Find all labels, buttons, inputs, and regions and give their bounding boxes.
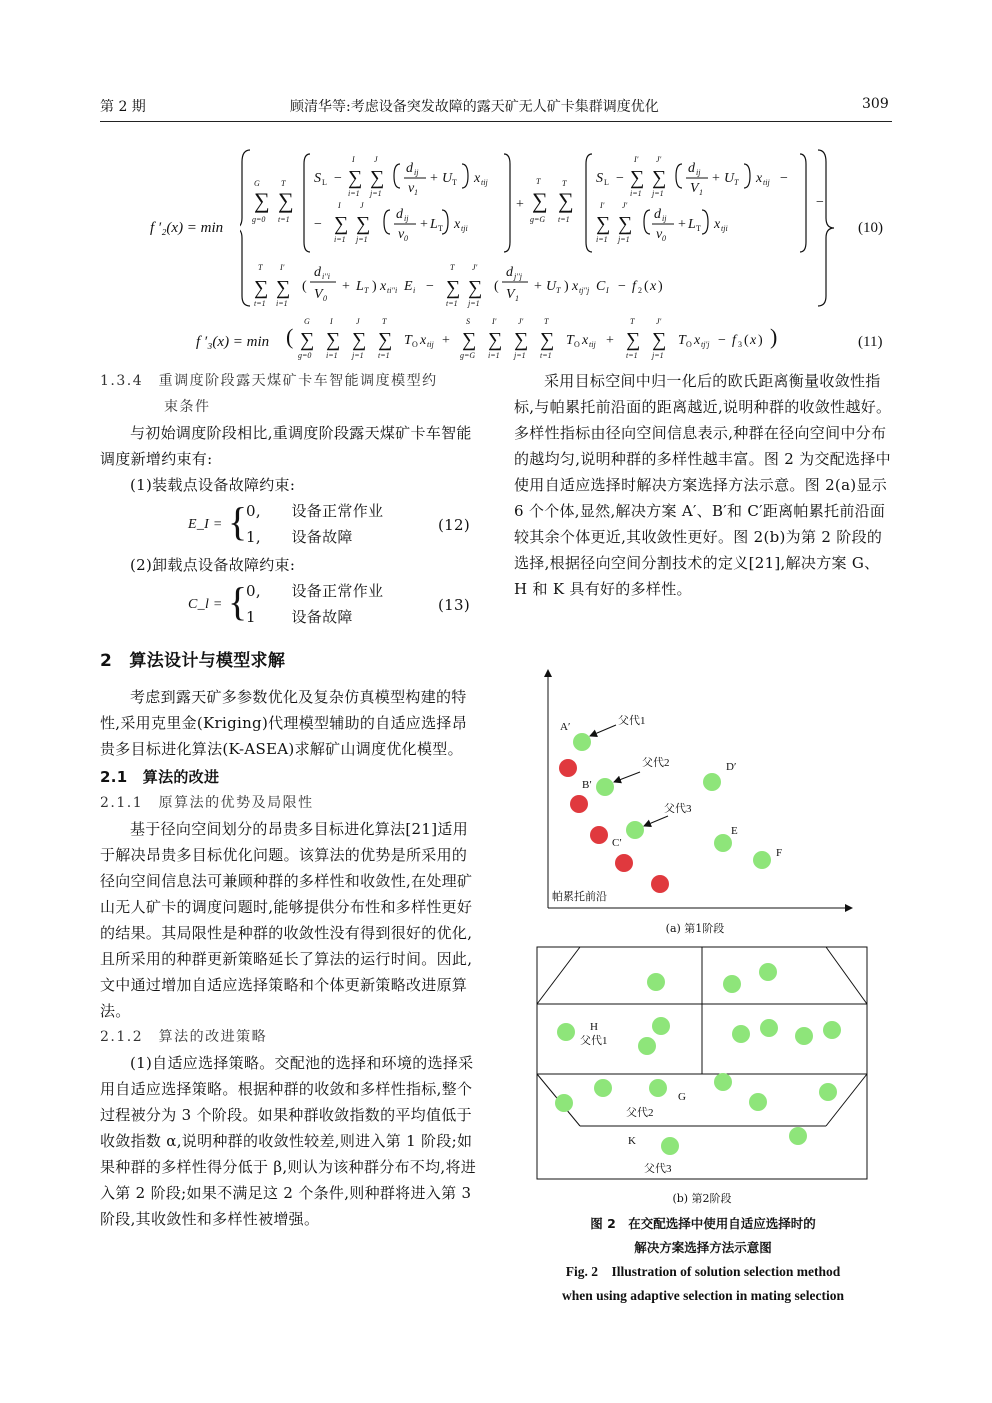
- svg-text:T: T: [536, 177, 541, 186]
- left-column: [100, 368, 480, 1232]
- svg-text:−: −: [780, 171, 788, 186]
- label-D: D′: [726, 761, 737, 773]
- svg-text:∑: ∑: [626, 329, 641, 351]
- svg-text:x: x: [572, 279, 579, 294]
- svg-text:j=1: j=1: [618, 235, 630, 244]
- svg-text:−: −: [718, 333, 726, 348]
- svg-text:i: i: [413, 286, 416, 295]
- svg-text:3: 3: [738, 340, 742, 349]
- eq12-lhs: E_I =: [188, 517, 223, 532]
- header-page: 309: [862, 96, 889, 112]
- svg-text:0: 0: [662, 234, 666, 243]
- svg-text:L: L: [322, 178, 327, 187]
- svg-text:∑: ∑: [462, 329, 477, 351]
- svg-text:L: L: [604, 178, 609, 187]
- svg-text:x: x: [750, 333, 757, 348]
- svg-text:+: +: [534, 279, 542, 294]
- svg-text:T: T: [678, 333, 686, 348]
- equation-13: [100, 578, 480, 632]
- svg-text:∑: ∑: [652, 167, 667, 189]
- svg-text:i=1: i=1: [488, 351, 500, 360]
- eq10-formula: [240, 146, 840, 310]
- svg-text:T: T: [562, 179, 567, 188]
- svg-text:x: x: [420, 333, 427, 348]
- label-b-parent-1: 父代1: [580, 1035, 608, 1047]
- heading-line-1: 1.3.4 重调度阶段露天煤矿卡车智能调度模型约: [100, 373, 438, 389]
- svg-text:v: v: [408, 181, 415, 196]
- label-G: G: [678, 1091, 686, 1103]
- svg-text:S: S: [314, 171, 321, 186]
- svg-text:T: T: [281, 179, 286, 188]
- svg-text:O: O: [412, 340, 418, 349]
- svg-text:(: (: [644, 279, 649, 294]
- svg-text:x: x: [650, 279, 657, 294]
- svg-text:t=1: t=1: [558, 215, 570, 224]
- svg-text:tji: tji: [461, 224, 468, 233]
- svg-text:∑: ∑: [596, 213, 611, 235]
- svg-text:ij: ij: [696, 168, 701, 177]
- label-A: A′: [560, 721, 571, 733]
- svg-text:+: +: [430, 171, 438, 186]
- svg-text:ij: ij: [404, 214, 409, 223]
- svg-text:∑: ∑: [532, 188, 548, 213]
- right-column: [514, 368, 892, 602]
- svg-text:x: x: [756, 171, 763, 186]
- svg-text:J: J: [360, 201, 364, 210]
- svg-text:(: (: [286, 324, 294, 349]
- svg-text:tij: tij: [763, 178, 770, 187]
- svg-text:E: E: [404, 279, 413, 294]
- point-red-5: [651, 875, 669, 893]
- eq11-number: (11): [858, 334, 883, 350]
- svg-text:d: d: [406, 161, 413, 176]
- svg-text:g=G: g=G: [460, 351, 476, 360]
- svg-text:x: x: [474, 171, 481, 186]
- svg-text:∑: ∑: [254, 277, 269, 299]
- svg-text:∑: ∑: [630, 167, 645, 189]
- svg-text:+: +: [442, 333, 450, 348]
- svg-text:∑: ∑: [334, 213, 349, 235]
- svg-text:x: x: [582, 333, 589, 348]
- svg-text:I: I: [352, 155, 355, 164]
- svg-text:T: T: [438, 224, 443, 233]
- svg-text:I′: I′: [600, 201, 605, 210]
- label-parent-2: 父代2: [642, 757, 670, 769]
- svg-text:x: x: [714, 217, 721, 232]
- svg-text:U: U: [442, 171, 453, 186]
- equation-12: [100, 498, 480, 550]
- svg-text:tij: tij: [589, 340, 596, 349]
- svg-text:g=0: g=0: [298, 351, 312, 360]
- svg-text:∑: ∑: [352, 329, 367, 351]
- header-rule: [100, 121, 892, 122]
- svg-text:J′: J′: [472, 263, 478, 272]
- figure-2a-caption: (a) 第1阶段: [665, 922, 725, 935]
- svg-text:−: −: [616, 171, 624, 186]
- svg-text:0: 0: [404, 234, 408, 243]
- svg-text:∑: ∑: [652, 329, 667, 351]
- svg-text:x: x: [454, 217, 461, 232]
- section-2-1-1-heading: 2.1.1 原算法的优势及局限性: [100, 795, 314, 811]
- figure-2a: [530, 664, 860, 914]
- svg-text:O: O: [686, 340, 692, 349]
- eq12-number: (12): [438, 516, 470, 534]
- svg-text:∑: ∑: [326, 329, 341, 351]
- svg-text:S: S: [466, 317, 470, 326]
- svg-text:+: +: [420, 217, 428, 232]
- svg-text:): ): [372, 279, 377, 294]
- svg-text:L: L: [356, 279, 364, 294]
- svg-text:): ): [758, 333, 763, 348]
- section-2-1-heading: 2.1 算法的改进: [100, 768, 220, 786]
- section-2-paragraph-3: (1)自适应选择策略。交配池的选择和环境的选择采用自适应选择策略。根据种群的收敛和多样性指标,整个过程被分为 3 个阶段。如果种群收敛指数的平均值低于收敛指数 α,说明种群的收敛性较差,则进入第 1 阶段;如果种群的多样性得分低于 β,则认为该种群分布不均,将进入第 2 阶段;如果不满足这 2 个条件,则种群将进入第 3 阶段,其收敛性和多样性被增强。: [100, 1054, 477, 1228]
- svg-text:(: (: [744, 333, 749, 348]
- eq12-case-1: 0, 设备正常作业: [246, 502, 384, 520]
- figure-2-caption: [514, 1212, 892, 1308]
- section-2-paragraph-2: 基于径向空间划分的昂贵多目标进化算法[21]适用于解决昂贵多目标优化问题。该算法的优势是所采用的径向空间信息法可兼顾种群的多样性和收敛性,在处理矿山无人矿卡的调度问题时,能够提供分布性和多样性更好的结果。其局限性是种群的收敛性没有得到很好的优化,且所采用的种群更新策略延长了算法的运行时间。因此,文中通过增加自适应选择策略和个体更新策略改进原算法。: [100, 820, 473, 1020]
- label-E: E: [731, 825, 738, 837]
- svg-text:J′: J′: [656, 155, 662, 164]
- svg-text:g=G: g=G: [530, 215, 546, 224]
- eq10-number: (10): [858, 220, 883, 236]
- svg-text:i=1: i=1: [348, 189, 360, 198]
- svg-text:T: T: [452, 178, 457, 187]
- point-B: [596, 778, 614, 796]
- svg-text:S: S: [596, 171, 603, 186]
- svg-text:∑: ∑: [378, 329, 393, 351]
- label-parent-1: 父代1: [618, 715, 646, 727]
- svg-text:−: −: [816, 195, 824, 210]
- svg-text:−: −: [426, 279, 434, 294]
- heading-line-2: 束条件: [164, 399, 211, 415]
- svg-text:j′′j: j′′j: [514, 272, 522, 281]
- svg-text:ij: ij: [662, 214, 667, 223]
- svg-text:t=1: t=1: [446, 299, 458, 308]
- svg-text:J: J: [374, 155, 378, 164]
- section-2-1-2-heading: 2.1.2 算法的改进策略: [100, 1029, 268, 1045]
- svg-text:tj′′j: tj′′j: [579, 286, 590, 295]
- svg-text:j=1: j=1: [652, 189, 664, 198]
- header-issue: 第 2 期: [100, 99, 146, 115]
- svg-text:j=1: j=1: [652, 351, 664, 360]
- svg-text:d: d: [506, 265, 513, 280]
- svg-text:∑: ∑: [540, 329, 555, 351]
- svg-text:1: 1: [515, 294, 519, 303]
- svg-text:∑: ∑: [356, 213, 371, 235]
- svg-text:j=1: j=1: [356, 235, 368, 244]
- svg-text:L: L: [430, 217, 438, 232]
- svg-text:2: 2: [638, 286, 642, 295]
- svg-text:∑: ∑: [558, 188, 574, 213]
- section-2-heading: 2 算法设计与模型求解: [100, 651, 286, 671]
- svg-text:O: O: [574, 340, 580, 349]
- svg-text:i=1: i=1: [334, 235, 346, 244]
- svg-text:x: x: [380, 279, 387, 294]
- label-pareto-front: 帕累托前沿: [552, 891, 607, 903]
- caption-en-line-2: when using adaptive selection in mating selection: [561, 1288, 844, 1303]
- svg-text:i′′i: i′′i: [322, 272, 330, 281]
- eq13-case-2: 1 设备故障: [246, 608, 353, 626]
- svg-text:j=1: j=1: [352, 351, 364, 360]
- svg-text:j=1: j=1: [468, 299, 480, 308]
- svg-text:d: d: [688, 161, 695, 176]
- svg-text:∑: ∑: [278, 188, 294, 213]
- svg-text:L: L: [688, 217, 696, 232]
- svg-text:v: v: [398, 227, 405, 242]
- figure-2b-caption: (b) 第2阶段: [672, 1192, 732, 1205]
- svg-text:+: +: [342, 279, 350, 294]
- section-2-paragraph-1: 考虑到露天矿多参数优化及复杂仿真模型构建的特性,采用克里金(Kriging)代理模型辅助的自适应选择昂贵多目标进化算法(K-ASEA)求解矿山调度优化模型。: [100, 688, 468, 758]
- svg-text:V: V: [506, 287, 515, 302]
- caption-cn-line-1: 图 2 在交配选择中使用自适应选择时的: [590, 1216, 816, 1231]
- label-C: C′: [612, 837, 622, 849]
- svg-text:t=1: t=1: [254, 299, 266, 308]
- point-red-2: [570, 795, 588, 813]
- svg-text:∑: ∑: [514, 329, 529, 351]
- svg-text:+: +: [712, 171, 720, 186]
- eq13-brace: {: [228, 579, 248, 624]
- svg-text:T: T: [258, 263, 263, 272]
- svg-text:+: +: [678, 217, 686, 232]
- svg-text:C: C: [596, 279, 606, 294]
- svg-text:tij: tij: [481, 178, 488, 187]
- header-title: 顾清华等:考虑设备突发故障的露天矿无人矿卡集群调度优化: [290, 99, 659, 115]
- label-K: K: [628, 1135, 636, 1147]
- svg-text:−: −: [618, 279, 626, 294]
- svg-text:T: T: [696, 224, 701, 233]
- svg-text:∑: ∑: [446, 277, 461, 299]
- svg-text:I: I: [338, 201, 341, 210]
- point-red-4: [615, 854, 633, 872]
- svg-text:d: d: [654, 207, 661, 222]
- svg-text:i=1: i=1: [326, 351, 338, 360]
- label-H: H: [590, 1021, 598, 1033]
- svg-text:J: J: [356, 317, 360, 326]
- svg-text:∑: ∑: [300, 329, 315, 351]
- eq11-formula: [286, 314, 786, 366]
- point-red-1: [559, 759, 577, 777]
- svg-text:i=1: i=1: [630, 189, 642, 198]
- eq13-number: (13): [438, 596, 470, 614]
- right-column-paragraph: 采用目标空间中归一化后的欧氏距离衡量收敛性指标,与帕累托前沿面的距离越近,说明种群的收敛性越好。多样性指标由径向空间信息表示,种群在径向空间中分布的越均匀,说明种群的多样性越丰富。图 2 为交配选择中使用自适应选择时解决方案选择方法示意。图 2(a)显示 6 个个体,显然,解决方案 A′、B′和 C′距离帕累托前沿面较其余个体更近,其收敛性更好。图 2(b)为第 2 阶段的选择,根据径向空间分割技术的定义[21],解决方案 G、H 和 K 具有好的多样性。: [514, 372, 892, 598]
- svg-text:0: 0: [323, 294, 327, 303]
- svg-text:t=1: t=1: [540, 351, 552, 360]
- svg-text:I′: I′: [492, 317, 497, 326]
- svg-text:(: (: [494, 279, 499, 294]
- svg-text:∑: ∑: [348, 167, 363, 189]
- svg-text:g=0: g=0: [252, 215, 266, 224]
- svg-text:): ): [564, 279, 569, 294]
- svg-text:i=1: i=1: [596, 235, 608, 244]
- svg-text:d: d: [314, 265, 321, 280]
- svg-text:∑: ∑: [370, 167, 385, 189]
- svg-text:∑: ∑: [254, 188, 270, 213]
- svg-text:∑: ∑: [468, 277, 483, 299]
- svg-text:∑: ∑: [618, 213, 633, 235]
- svg-text:J′: J′: [622, 201, 628, 210]
- constraint-2-label: (2)卸载点设备故障约束:: [130, 556, 296, 574]
- svg-text:1: 1: [699, 188, 703, 197]
- svg-text:j=1: j=1: [370, 189, 382, 198]
- svg-text:t=1: t=1: [626, 351, 638, 360]
- svg-text:f: f: [632, 279, 636, 294]
- svg-text:U: U: [724, 171, 735, 186]
- svg-text:T: T: [450, 263, 455, 272]
- svg-text:v: v: [656, 227, 663, 242]
- eq12-case-2: 1, 设备故障: [246, 528, 353, 546]
- svg-text:T: T: [544, 317, 549, 326]
- svg-text:G: G: [304, 317, 310, 326]
- svg-text:J′: J′: [656, 317, 662, 326]
- svg-text:U: U: [546, 279, 557, 294]
- svg-text:∑: ∑: [276, 277, 291, 299]
- svg-text:j=1: j=1: [514, 351, 526, 360]
- label-b-parent-3: 父代3: [644, 1163, 672, 1175]
- svg-text:−: −: [314, 217, 322, 232]
- caption-en-line-1: Fig. 2 Illustration of solution selection method: [565, 1264, 841, 1279]
- point-red-3: [590, 826, 608, 844]
- svg-text:tji: tji: [721, 224, 728, 233]
- eq13-lhs: C_l =: [188, 597, 223, 612]
- svg-text:I′: I′: [634, 155, 639, 164]
- svg-text:G: G: [254, 179, 260, 188]
- label-F: F: [776, 847, 783, 859]
- caption-cn-line-2: 解决方案选择方法示意图: [634, 1240, 772, 1255]
- svg-text:−: −: [334, 171, 342, 186]
- svg-text:I: I: [330, 317, 333, 326]
- svg-text:+: +: [516, 197, 524, 212]
- svg-text:T: T: [404, 333, 412, 348]
- svg-text:d: d: [396, 207, 403, 222]
- point-F: [753, 851, 771, 869]
- point-E: [714, 834, 732, 852]
- svg-text:+: +: [606, 333, 614, 348]
- point-A: [573, 733, 591, 751]
- svg-text:J′: J′: [518, 317, 524, 326]
- label-B: B′: [582, 779, 592, 791]
- svg-text:I: I: [606, 286, 609, 295]
- point-C: [626, 821, 644, 839]
- svg-text:T: T: [630, 317, 635, 326]
- section-1-3-4-heading: [100, 368, 480, 420]
- svg-text:tj′j: tj′j: [701, 340, 710, 349]
- svg-text:T: T: [556, 286, 561, 295]
- svg-text:i=1: i=1: [276, 299, 288, 308]
- svg-text:): ): [658, 279, 663, 294]
- figure-2b: [536, 946, 868, 1182]
- label-b-parent-2: 父代2: [626, 1107, 654, 1119]
- svg-text:1: 1: [414, 188, 418, 197]
- svg-text:t=1: t=1: [278, 215, 290, 224]
- svg-text:): ): [770, 324, 778, 349]
- eq10-lhs: f ′₂(x) = min: [150, 220, 224, 236]
- svg-text:f: f: [732, 333, 736, 348]
- svg-text:T: T: [734, 178, 739, 187]
- svg-text:x: x: [694, 333, 701, 348]
- svg-text:tij: tij: [427, 340, 434, 349]
- svg-text:(: (: [302, 279, 307, 294]
- svg-text:V: V: [690, 181, 699, 196]
- section-1-3-4-intro: 与初始调度阶段相比,重调度阶段露天煤矿卡车智能调度新增约束有:: [100, 424, 472, 468]
- eq12-brace: {: [228, 499, 248, 544]
- svg-text:ti′′i: ti′′i: [387, 286, 398, 295]
- svg-text:t=1: t=1: [378, 351, 390, 360]
- constraint-1-label: (1)装载点设备故障约束:: [130, 476, 296, 494]
- svg-text:T: T: [364, 286, 369, 295]
- svg-text:T: T: [566, 333, 574, 348]
- svg-text:T: T: [382, 317, 387, 326]
- eq11-lhs: f ′₃(x) = min: [196, 334, 270, 350]
- svg-text:∑: ∑: [488, 329, 503, 351]
- svg-text:V: V: [314, 287, 323, 302]
- svg-text:I′: I′: [280, 263, 285, 272]
- point-D: [703, 773, 721, 791]
- label-parent-3: 父代3: [664, 803, 692, 815]
- eq13-case-1: 0, 设备正常作业: [246, 582, 384, 600]
- svg-text:ij: ij: [414, 168, 419, 177]
